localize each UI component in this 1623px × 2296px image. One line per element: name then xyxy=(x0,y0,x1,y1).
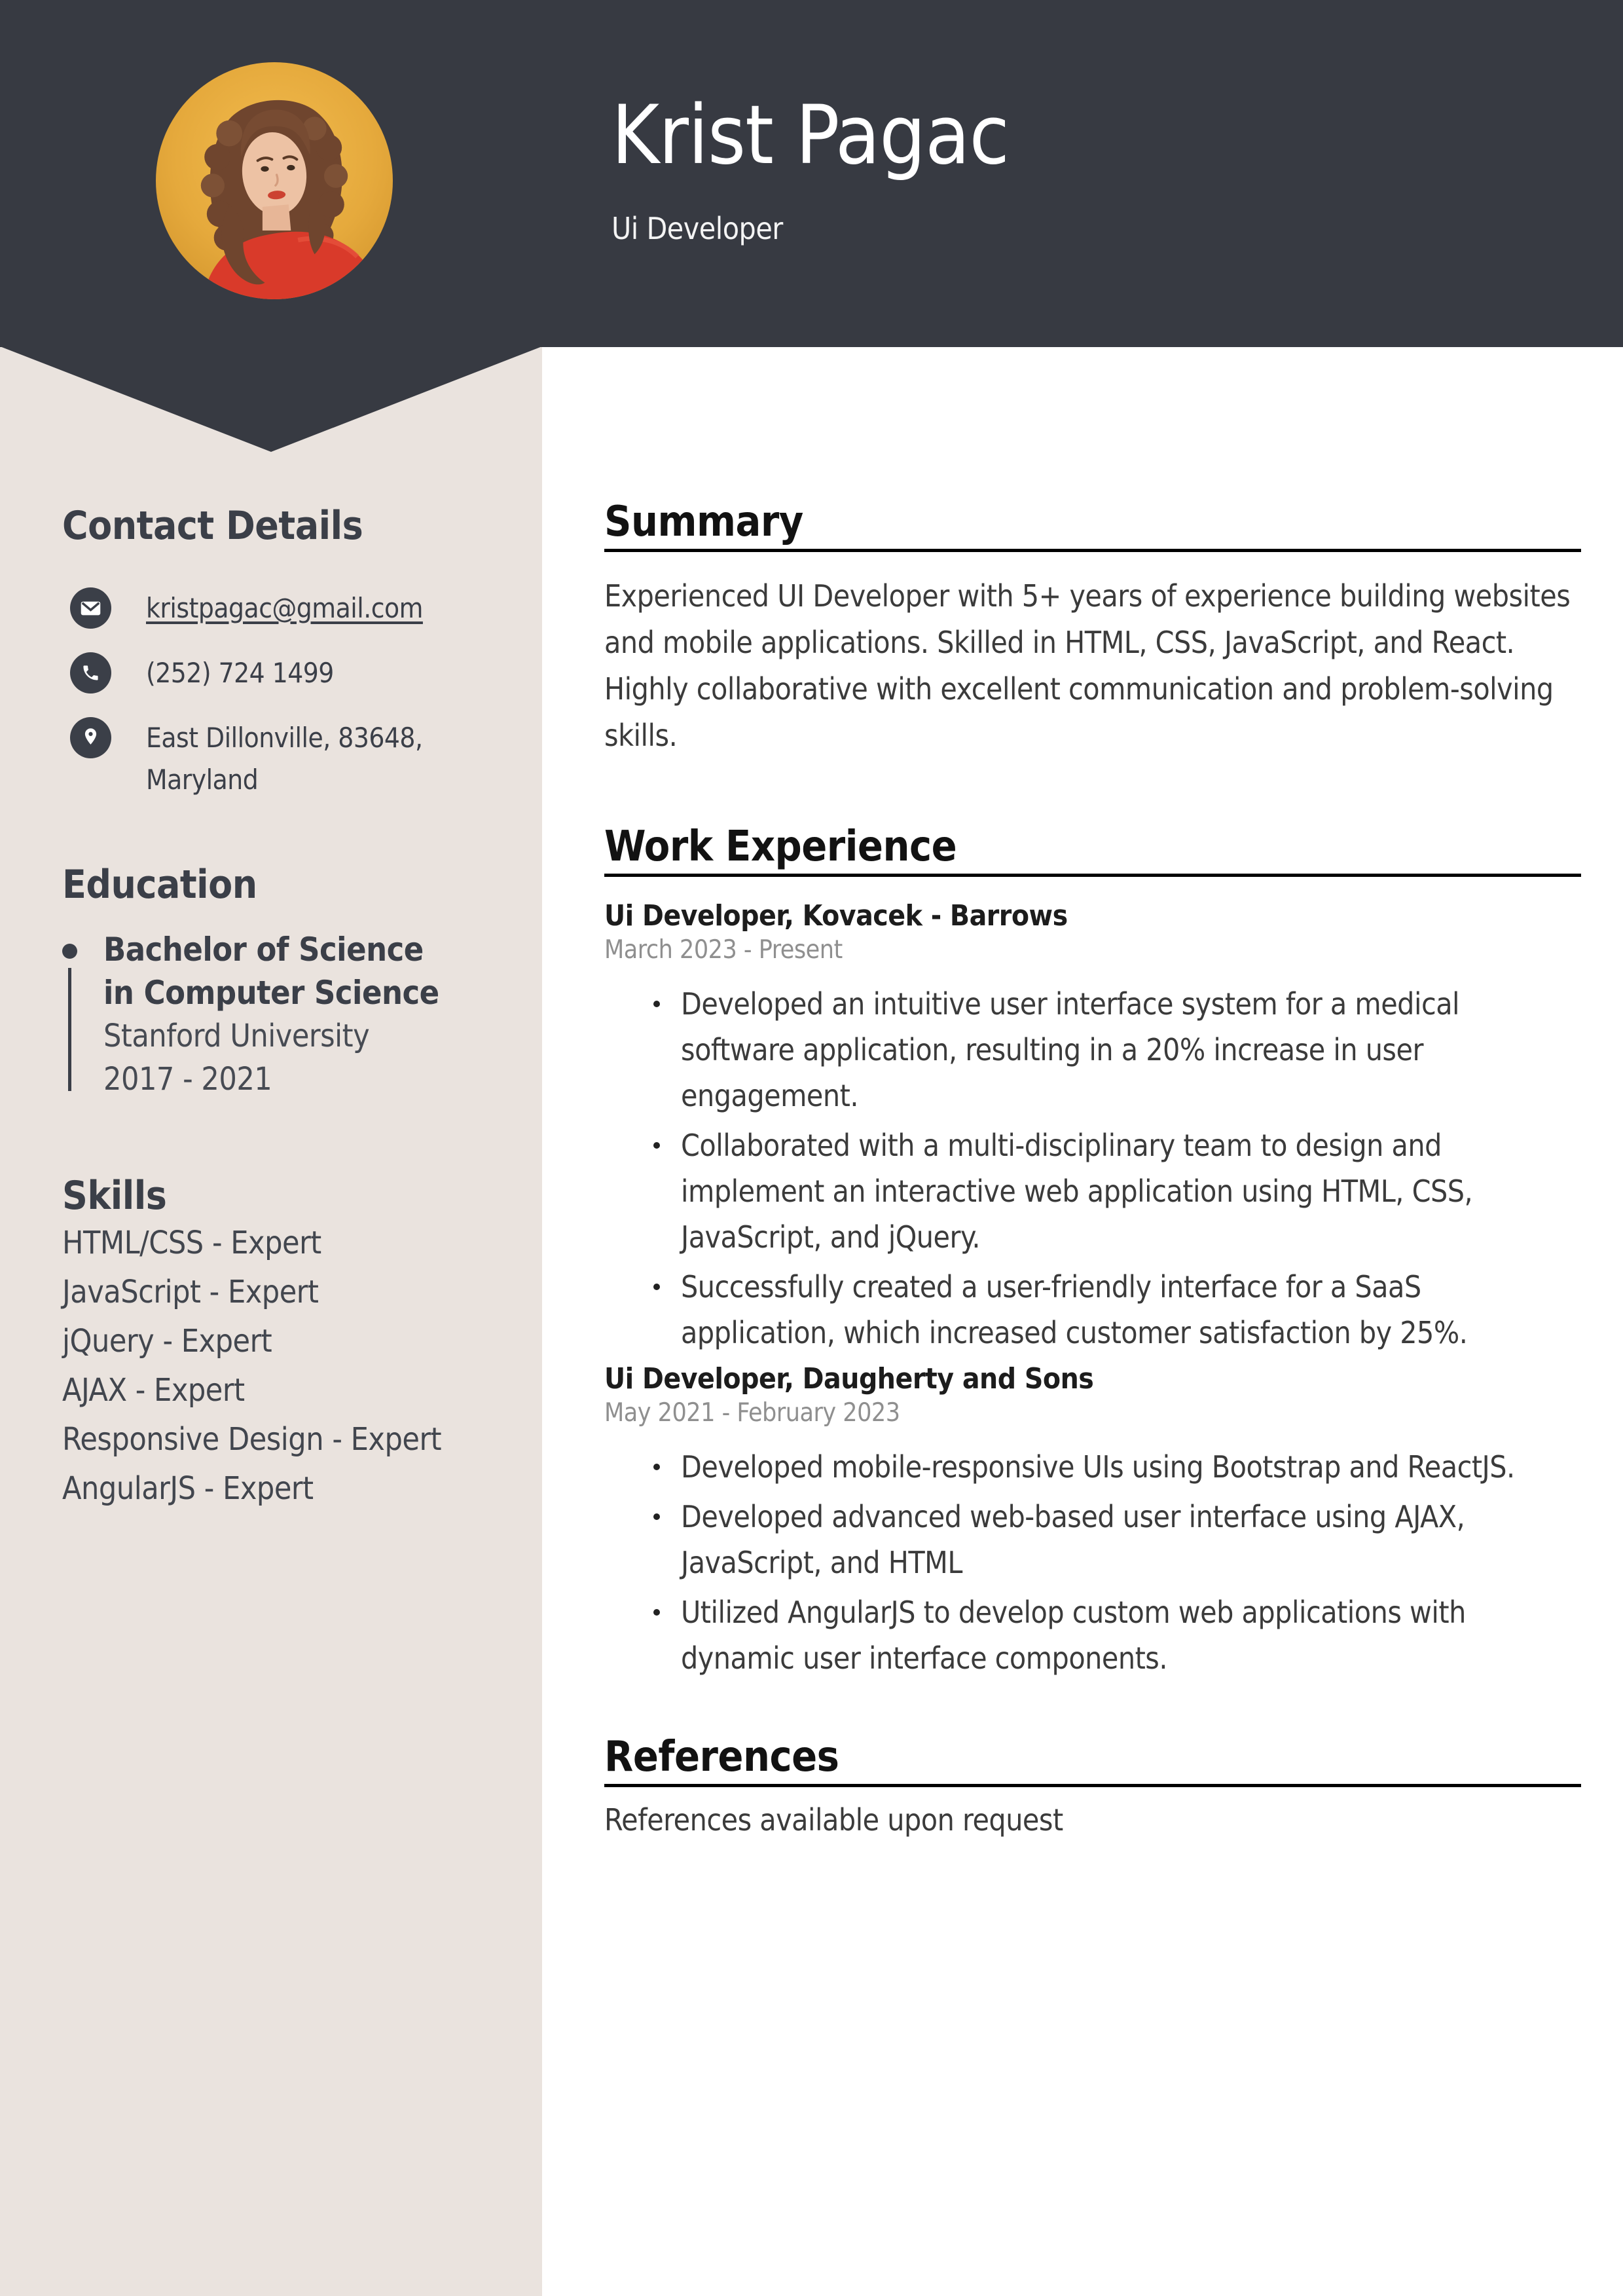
education-school: Stanford University xyxy=(103,1018,370,1054)
contact-details-section xyxy=(62,504,494,824)
job-title: Ui Developer, Daugherty and Sons xyxy=(604,1362,1094,1396)
job-bullet: Successfully created a user-friendly interface for a SaaS application, which increased customer satisfaction by 25%. xyxy=(681,1264,1581,1356)
references-section xyxy=(604,1734,1581,1843)
job-entry xyxy=(604,1361,1581,1681)
education-item xyxy=(62,928,494,1101)
job-bullet: Developed mobile-responsive UIs using Bootstrap and ReactJS. xyxy=(681,1444,1581,1490)
contact-details-heading: Contact Details xyxy=(62,503,363,549)
job-bullet: Developed advanced web-based user interface using AJAX, JavaScript, and HTML xyxy=(681,1494,1581,1585)
contact-row-email xyxy=(62,587,494,629)
section-rule xyxy=(604,1784,1581,1787)
skills-section xyxy=(62,1174,494,1519)
education-years: 2017 - 2021 xyxy=(103,1061,272,1098)
job-entry xyxy=(604,898,1581,1356)
header-identity xyxy=(611,89,1009,247)
job-dates: May 2021 - February 2023 xyxy=(604,1398,900,1428)
work-experience-heading: Work Experience xyxy=(604,823,957,871)
work-experience-section xyxy=(604,824,1581,1685)
skills-list xyxy=(62,1224,494,1508)
education-timeline-marker xyxy=(62,928,103,1101)
summary-section xyxy=(604,499,1581,759)
skill-item: AngularJS - Expert xyxy=(62,1470,314,1507)
section-rule xyxy=(604,549,1581,552)
contact-phone-value: (252) 724 1499 xyxy=(146,657,334,689)
education-degree: Bachelor of Science in Computer Science xyxy=(103,931,439,1012)
person-name: Krist Pagac xyxy=(611,88,1009,183)
email-icon xyxy=(70,587,111,629)
summary-heading: Summary xyxy=(604,498,803,546)
job-bullet-list xyxy=(604,1444,1581,1681)
timeline-line xyxy=(68,968,71,1091)
contact-row-address xyxy=(62,717,494,801)
person-job-title: Ui Developer xyxy=(611,211,783,246)
contact-email-value xyxy=(146,587,423,629)
email-link[interactable]: kristpagac@gmail.com xyxy=(146,592,423,624)
job-bullet-list xyxy=(604,981,1581,1356)
education-section xyxy=(62,863,494,1101)
job-title: Ui Developer, Kovacek - Barrows xyxy=(604,899,1068,933)
section-rule xyxy=(604,874,1581,877)
contact-row-phone xyxy=(62,652,494,694)
summary-text: Experienced UI Developer with 5+ years of experience building websites and mobile applications. Skilled in HTML, CSS, JavaScript, and React. Highly collaborative with excellent communication and problem-solving skills. xyxy=(604,578,1571,753)
job-bullet: Developed an intuitive user interface system for a medical software application, resulting in a 20% increase in user engagement. xyxy=(681,981,1581,1119)
phone-icon xyxy=(70,652,111,694)
location-icon xyxy=(70,717,111,758)
job-bullet: Collaborated with a multi-disciplinary team to design and implement an interactive web application using HTML, CSS, JavaScript, and jQuery. xyxy=(681,1122,1581,1260)
skill-item: Responsive Design - Expert xyxy=(62,1421,442,1458)
profile-photo-illustration xyxy=(156,62,393,299)
references-heading: References xyxy=(604,1733,839,1781)
job-bullet: Utilized AngularJS to develop custom web applications with dynamic user interface components. xyxy=(681,1589,1581,1681)
references-text: References available upon request xyxy=(604,1802,1063,1838)
contact-address-value: East Dillonville, 83648, Maryland xyxy=(146,722,423,796)
skill-item: HTML/CSS - Expert xyxy=(62,1225,321,1261)
skill-item: jQuery - Expert xyxy=(62,1323,272,1360)
skills-heading: Skills xyxy=(62,1173,167,1219)
profile-photo xyxy=(156,62,393,299)
skill-item: AJAX - Expert xyxy=(62,1372,245,1409)
education-heading: Education xyxy=(62,862,257,908)
job-dates: March 2023 - Present xyxy=(604,935,843,965)
timeline-dot xyxy=(62,944,77,959)
skill-item: JavaScript - Expert xyxy=(62,1274,319,1310)
